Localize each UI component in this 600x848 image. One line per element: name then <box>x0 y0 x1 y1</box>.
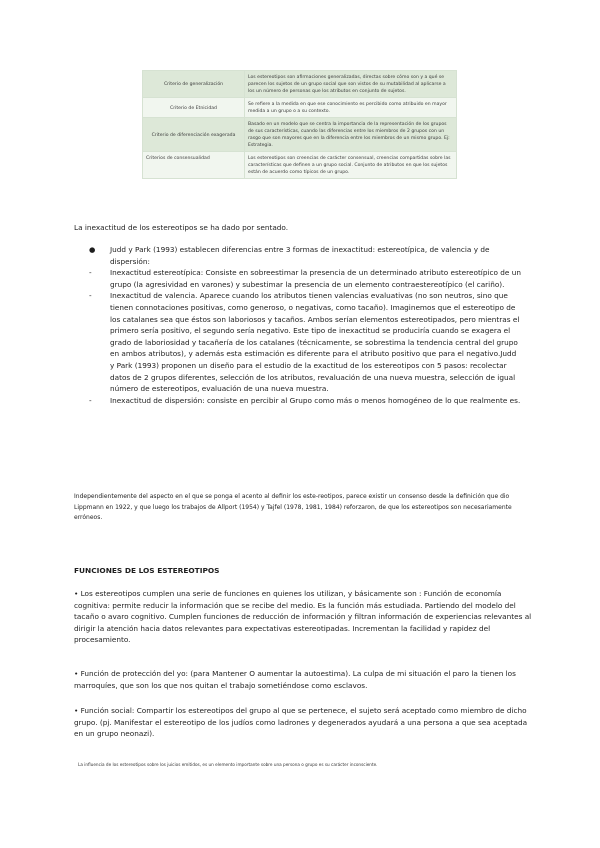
summary-paragraph: Independientemente del aspecto en el que se ponga el acento al definir los este-reotipos, parece existir un consenso desde la definición que dio Lippmann en 1922, y que luego los trabajos de Allport (1954) y Tajfel (1978, 1981, 1984) reforzaron, de que los estereotipos son necesariamente erróneos. <box>74 493 512 522</box>
list-item: ● Judd y Park (1993) establecen diferencias entre 3 formas de inexactitud: estereotípica, de valencia y de dispersión: <box>89 245 490 266</box>
table-row <box>143 152 457 179</box>
error-criteria-table <box>142 70 457 179</box>
table-cell-text: Los estereotipos son creencias de carácter consensual, creencias compartidas sobre las características que definen a un grupo social. Conjunto de atributos en que los sujetos están de acuerdo como típicos de un grupo. <box>245 152 457 179</box>
table-row <box>143 98 457 118</box>
function-self-protection-paragraph: • Función de protección del yo: (para Mantener O aumentar la autoestima). La culpa de mi situación el paro la tienen los marroquíes, que son los que nos quitan el trabajo sometiéndose como esclavos. <box>74 669 516 690</box>
table-row <box>143 118 457 152</box>
function-economy-paragraph: • Los estereotipos cumplen una serie de funciones en quienes los utilizan, y básicamente son : Función de economía cognitiva: permite reducir la información que se recibe del medio. Es la función más estudiada. Partiendo del modelo del tacaño o avaro cognitivo. Cumplen funciones de reducción de información y filtran información de experiencias relevantes al dirigir la atención hacia datos relevantes para expectativas estereotipadas. Incrementan la facilidad y rapidez del procesamiento. <box>74 589 532 645</box>
list-item: - Inexactitud estereotípica: Consiste en sobreestimar la presencia de un determinado atributo estereotípico de un grupo (la agresividad en varones) y subestimar la presencia de un elemento contraestereotípico (el cariño). <box>89 268 521 289</box>
intro-paragraph: La inexactitud de los estereotipos se ha dado por sentado. <box>74 223 289 232</box>
inexactitude-list <box>86 244 522 406</box>
table-cell-label: Criterio de Etnicidad <box>143 98 245 118</box>
table-row <box>143 71 457 98</box>
function-social-paragraph: • Función social: Compartir los estereotipos del grupo al que se pertenece, el sujeto será aceptado como miembro de dicho grupo. (pj. Manifestar el estereotipo de los judíos como ladrones y degenerados ayudará a una persona a que sea aceptada en un grupo neonazi). <box>74 706 528 739</box>
table-cell-label: Criterio de diferenciación exagerada <box>143 118 245 152</box>
list-item: - Inexactitud de dispersión: consiste en percibir al Grupo como más o menos homogéneo de lo que realmente es. <box>89 395 521 405</box>
table-cell-label: Criterio de generalización <box>143 71 245 98</box>
table-cell-text: Se refiere a la medida en que ese conocimiento es percibido como atribuido en mayor medida a un grupo o a su contexto. <box>245 98 457 118</box>
list-item: - Inexactitud de valencia. Aparece cuando los atributos tienen valencias evaluativas (no son neutros, sino que tienen connotaciones positivas, como generoso, o negativas, como tacaño). Imaginemos que el estereotipo de los catalanes sea que éstos son laboriosos y tacaños. Ambos serían elementos estereotipados, pero mientras el primero sería positivo, el segundo sería negativo. Este tipo de inexactitud se produciría cuando se exagera el grado de laboriosidad y tacañería de los catalanes (técnicamente, se sobrestima la tendencia central del grupo en ambos atributos), y además esta estimación es diferente para el atributo positivo que para el negativo.Judd y Park (1993) proponen un diseño para el estudio de la exactitud de los estereotipos con 5 pasos: recolectar datos de 2 grupos diferentes, selección de los atributos, revaluación de una nueva muestra, selección de igual número de estereotipos, evaluación de una nueva muestra. <box>89 291 520 394</box>
table-cell-text: Los estereotipos son afirmaciones generalizadas, directas sobre cómo son y a qué se parecen los sujetos de un grupo social que son vistos de su mutabilidad al aplicarse a los un número de personas que los atributos en conjunto de sujetos. <box>245 71 457 98</box>
table-cell-text: Basado en un modelo que se centra la importancia de la representación de los grupos de sus características, cuando las diferencias entre los miembros de 2 grupos con un rasgo que son mayores que en la diferencia entre los miembros de un mismo grupo. Ej: Estrategia. <box>245 118 457 152</box>
table-cell-label: Criterios de consensualidad <box>143 152 245 179</box>
section-title: FUNCIONES DE LOS ESTEREOTIPOS <box>74 566 220 575</box>
footnote: La influencia de los estereotipos sobre los juicios emitidos, es un elemento importante sobre una persona o grupo es su carácter inconsciente. <box>78 762 378 767</box>
